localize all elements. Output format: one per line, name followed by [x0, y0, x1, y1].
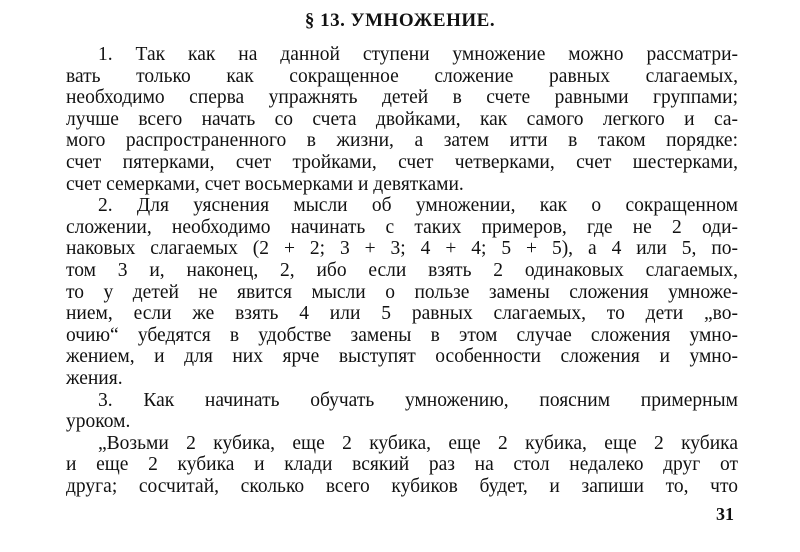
text-line: и еще 2 кубика и клади всякий раз на стол недалеко друг от: [66, 454, 738, 476]
text-line: лучше всего начать со счета двойками, как самого легкого и са-: [66, 108, 738, 130]
body-text: [66, 44, 738, 497]
paragraph-2: [66, 195, 738, 389]
text-line: вать только как сокращенное сложение равных слагаемых,: [66, 65, 738, 87]
text-line: 3. Как начинать обучать умножению, поясним примерным: [98, 389, 738, 411]
text-line: уроком.: [66, 411, 131, 433]
text-line: том 3 и, наконец, 2, ибо если взять 2 одинаковых слагаемых,: [66, 259, 738, 281]
text-line: очию“ убедятся в удобстве замены в этом случае сложения умно-: [66, 324, 738, 346]
paragraph-4: [66, 433, 738, 498]
text-line: счет семерками, счет восьмерками и девятками.: [66, 173, 464, 195]
text-line: жения.: [66, 367, 123, 389]
text-line: „Возьми 2 кубика, еще 2 кубика, еще 2 кубика, еще 2 кубика: [98, 432, 738, 454]
text-line: нием, если же взять 4 или 5 равных слагаемых, то дети „во-: [66, 303, 738, 325]
text-line: 2. Для уяснения мысли об умножении, как о сокращенном: [98, 195, 738, 217]
text-line: сложении, необходимо начинать с таких примеров, где не 2 оди-: [66, 216, 738, 238]
paragraph-3: [66, 390, 738, 433]
paragraph-1: [66, 44, 738, 195]
text-line: то у детей не явится мысли о пользе замены сложения умноже-: [66, 281, 738, 303]
text-line: мого распространенного в жизни, а затем итти в таком порядке:: [66, 130, 738, 152]
text-line: необходимо сперва упражнять детей в счете равными группами;: [66, 87, 738, 109]
page-number: 31: [716, 504, 734, 524]
text-line: 1. Так как на данной ступени умножение можно рассматри-: [98, 44, 738, 65]
text-line: наковых слагаемых (2 + 2; 3 + 3; 4 + 4; 5 + 5), а 4 или 5, по-: [66, 238, 738, 260]
text-line: друга; сосчитай, сколько всего кубиков будет, и запиши то, что: [66, 475, 738, 497]
section-title: § 13. УМНОЖЕНИЕ.: [304, 10, 496, 31]
text-line: счет пятерками, счет тройками, счет четверками, счет шестерками,: [66, 151, 738, 173]
text-line: жением, и для них ярче выступят особенности сложения и умно-: [66, 346, 738, 368]
